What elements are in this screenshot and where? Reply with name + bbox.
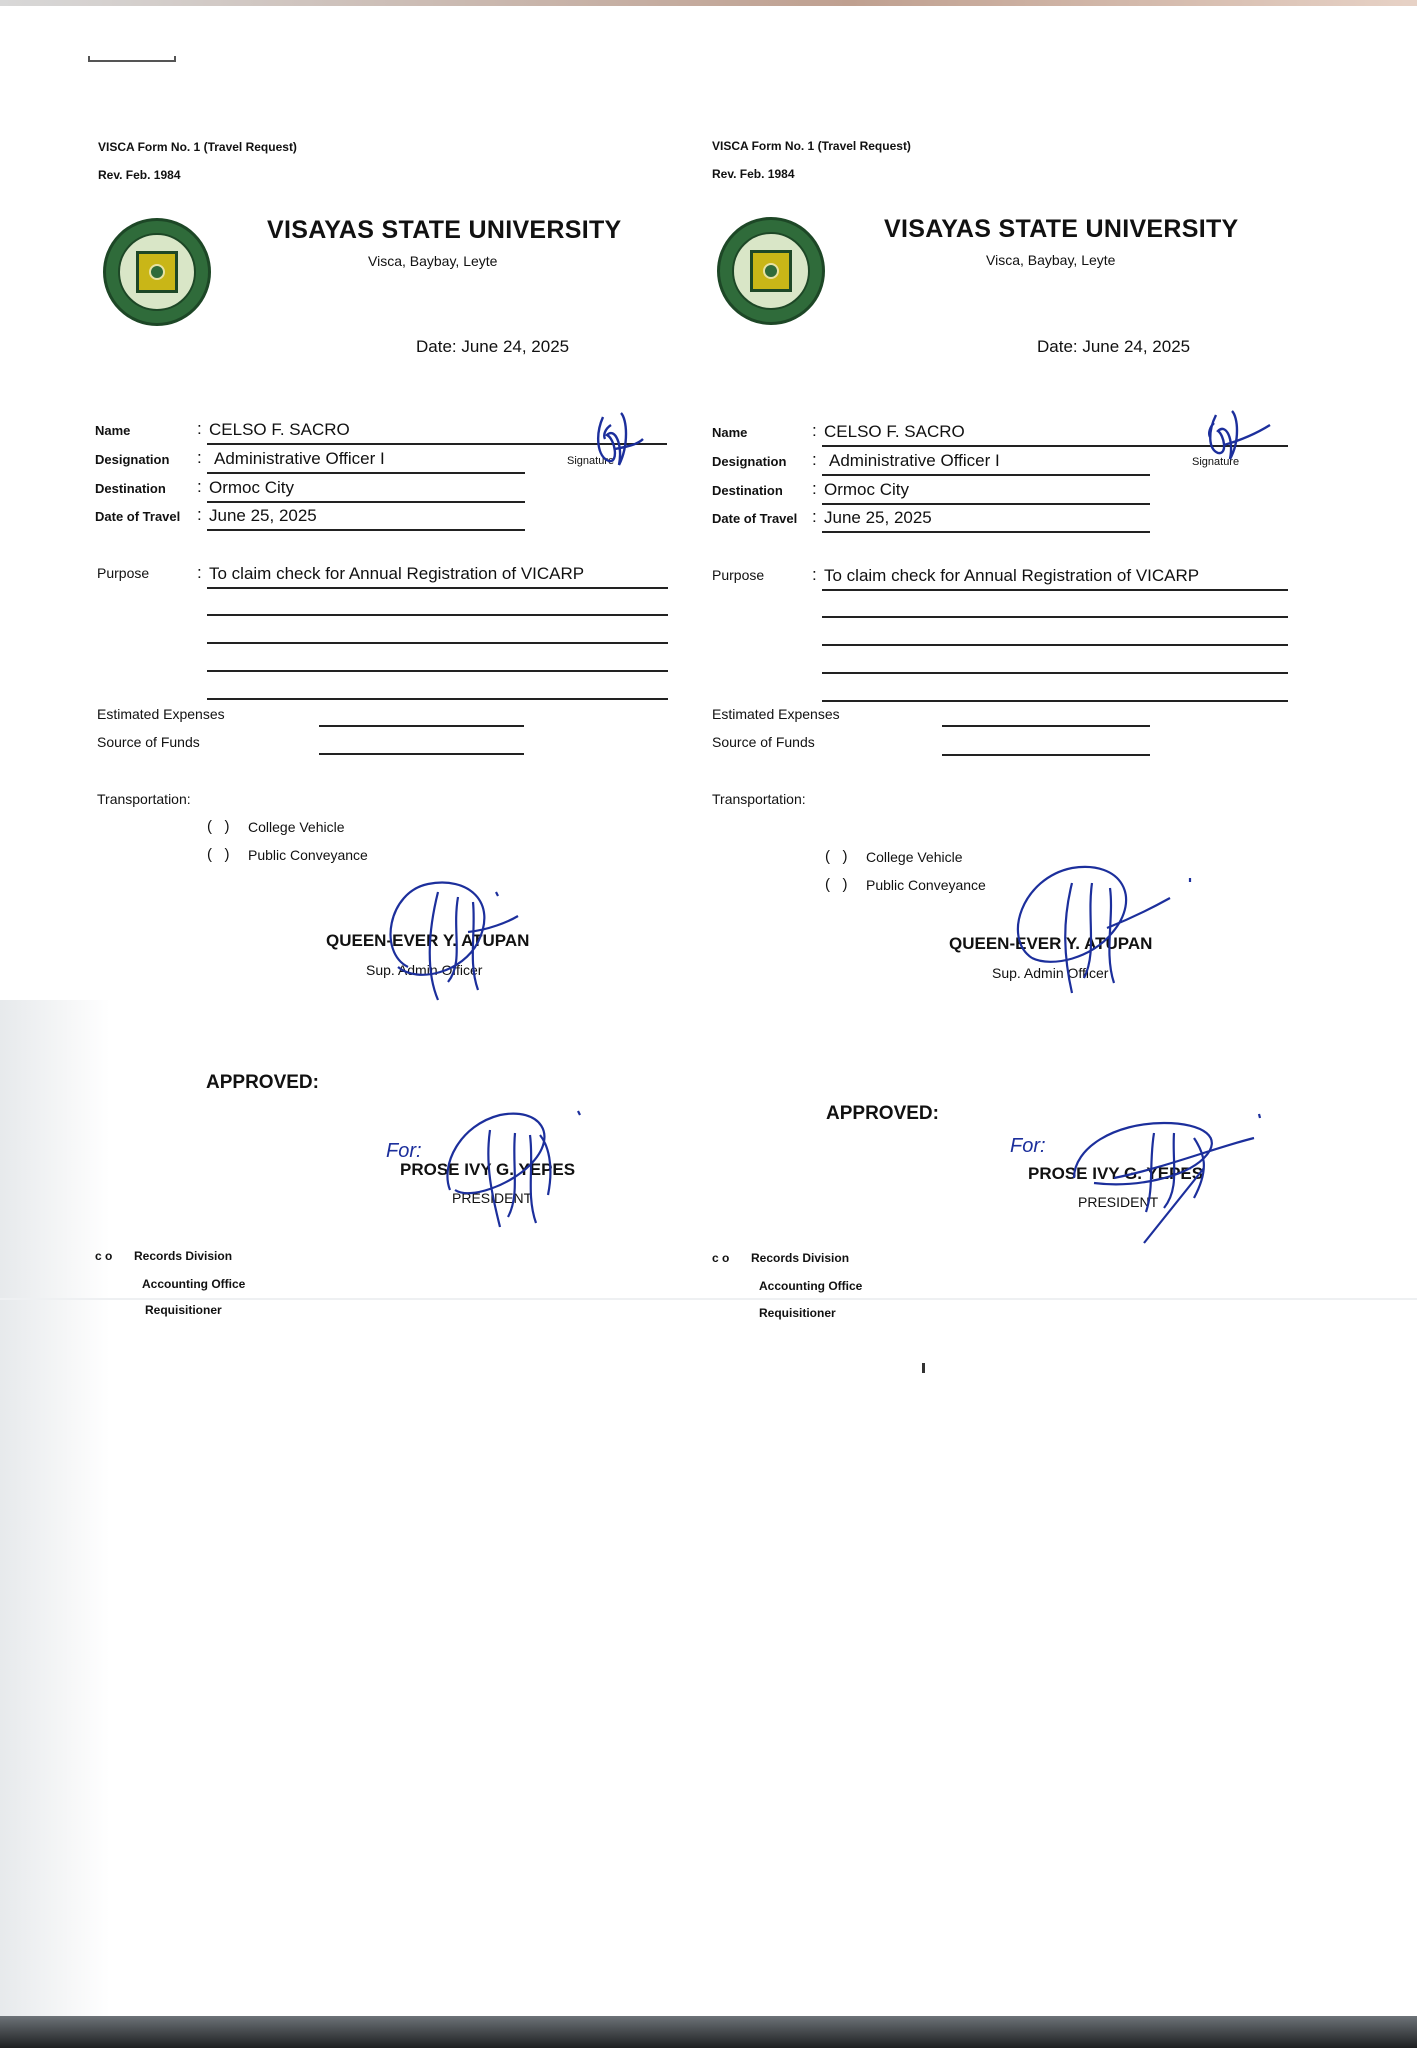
underline-source-of-funds: [319, 753, 524, 755]
value-date-of-travel: June 25, 2025: [824, 508, 932, 527]
signature-caption: Signature: [1192, 456, 1240, 468]
approver-for-prefix: For:: [386, 1140, 422, 1162]
cc-item: Requisitioner: [145, 1303, 222, 1317]
cc-label: c o: [712, 1251, 730, 1265]
label-transportation: Transportation:: [97, 791, 191, 807]
label-source-of-funds: Source of Funds: [712, 734, 815, 750]
underline-designation: [822, 474, 1150, 476]
purpose-line: [822, 589, 1288, 591]
label-date-of-travel: Date of Travel: [712, 511, 798, 526]
option-public-conveyance: Public Conveyance: [248, 847, 368, 863]
label-designation: Designation: [712, 454, 787, 469]
colon: :: [197, 505, 202, 524]
label-estimated-expenses: Estimated Expenses: [712, 706, 840, 722]
cc-item: Records Division: [134, 1249, 233, 1263]
recommender-title: Sup. Admin Officer: [366, 962, 483, 978]
option-public-conveyance: Public Conveyance: [866, 877, 986, 893]
colon: :: [197, 563, 202, 582]
checkbox-public-conveyance: ( ): [825, 876, 848, 893]
cc-item: Requisitioner: [759, 1306, 836, 1320]
approver-for-prefix: For:: [1010, 1135, 1046, 1157]
requester-signature: [1194, 405, 1274, 475]
scan-edge-bottom: [0, 2016, 1417, 2048]
purpose-line: [822, 644, 1288, 646]
cc-label: c o: [95, 1249, 113, 1263]
colon: :: [197, 419, 202, 438]
underline-designation: [207, 472, 525, 474]
label-destination: Destination: [95, 481, 166, 496]
value-name: CELSO F. SACRO: [209, 420, 350, 439]
underline-source-of-funds: [942, 754, 1150, 756]
label-destination: Destination: [712, 483, 783, 498]
value-destination: Ormoc City: [209, 478, 294, 497]
university-seal: [103, 218, 211, 326]
recommender-signature: [992, 858, 1192, 998]
value-purpose: To claim check for Annual Registration of VICARP: [209, 564, 585, 583]
colon: :: [812, 479, 817, 498]
checkbox-public-conveyance: ( ): [207, 846, 230, 863]
checkbox-college-vehicle: ( ): [207, 818, 230, 835]
label-purpose: Purpose: [712, 567, 765, 583]
purpose-line: [207, 698, 668, 700]
label-estimated-expenses: Estimated Expenses: [97, 706, 225, 722]
approver-signature: [1054, 1108, 1284, 1248]
label-name: Name: [712, 425, 748, 440]
approver-name: PROSE IVY G. YEPES: [1028, 1164, 1204, 1183]
colon: :: [812, 565, 817, 584]
purpose-line: [822, 616, 1288, 618]
university-seal: [717, 217, 825, 325]
colon: :: [812, 507, 817, 526]
underline-date-of-travel: [207, 529, 525, 531]
value-destination: Ormoc City: [824, 480, 909, 499]
value-date-of-travel: June 25, 2025: [209, 506, 317, 525]
form-number: VISCA Form No. 1 (Travel Request): [98, 140, 297, 154]
cc-item: Records Division: [751, 1251, 850, 1265]
university-address: Visca, Baybay, Leyte: [368, 253, 498, 269]
label-designation: Designation: [95, 452, 170, 467]
approved-heading: APPROVED:: [826, 1103, 939, 1124]
travel-request-form-left: [0, 0, 700, 1340]
approver-title: PRESIDENT: [452, 1190, 533, 1206]
stray-mark: [922, 1363, 925, 1373]
cc-item: Accounting Office: [759, 1279, 863, 1293]
form-revision: Rev. Feb. 1984: [712, 167, 795, 181]
value-designation: Administrative Officer I: [829, 451, 1000, 470]
purpose-line: [822, 672, 1288, 674]
form-number: VISCA Form No. 1 (Travel Request): [712, 139, 911, 153]
value-name: CELSO F. SACRO: [824, 422, 965, 441]
recommender-title: Sup. Admin Officer: [992, 965, 1109, 981]
request-date: Date: June 24, 2025: [416, 337, 570, 356]
university-name: VISAYAS STATE UNIVERSITY: [267, 216, 622, 244]
signature-caption: Signature: [567, 455, 615, 467]
label-purpose: Purpose: [97, 565, 150, 581]
underline-estimated-expenses: [319, 725, 524, 727]
label-date-of-travel: Date of Travel: [95, 509, 181, 524]
recommender-signature: [368, 872, 528, 1007]
approver-title: PRESIDENT: [1078, 1194, 1159, 1210]
purpose-line: [207, 614, 668, 616]
form-revision: Rev. Feb. 1984: [98, 168, 181, 182]
recommender-name: QUEEN-EVER Y. ATUPAN: [326, 931, 530, 950]
recommender-name: QUEEN-EVER Y. ATUPAN: [949, 934, 1153, 953]
checkbox-college-vehicle: ( ): [825, 848, 848, 865]
purpose-line: [822, 700, 1288, 702]
colon: :: [812, 450, 817, 469]
option-college-vehicle: College Vehicle: [248, 819, 345, 835]
label-transportation: Transportation:: [712, 791, 806, 807]
colon: :: [197, 477, 202, 496]
underline-destination: [207, 501, 525, 503]
label-name: Name: [95, 423, 131, 438]
colon: :: [812, 421, 817, 440]
request-date: Date: June 24, 2025: [1037, 337, 1191, 356]
university-name: VISAYAS STATE UNIVERSITY: [884, 215, 1239, 243]
purpose-line: [207, 587, 668, 589]
travel-request-form-right: [614, 0, 1314, 1340]
university-address: Visca, Baybay, Leyte: [986, 252, 1116, 268]
label-source-of-funds: Source of Funds: [97, 734, 200, 750]
colon: :: [197, 448, 202, 467]
cc-item: Accounting Office: [142, 1277, 246, 1291]
approved-heading: APPROVED:: [206, 1072, 319, 1093]
approver-name: PROSE IVY G. YEPES: [400, 1160, 576, 1179]
underline-estimated-expenses: [942, 725, 1150, 727]
purpose-line: [207, 670, 668, 672]
value-designation: Administrative Officer I: [214, 449, 385, 468]
approver-signature: [430, 1105, 590, 1235]
underline-destination: [822, 503, 1150, 505]
value-purpose: To claim check for Annual Registration of VICARP: [824, 566, 1200, 585]
option-college-vehicle: College Vehicle: [866, 849, 963, 865]
underline-date-of-travel: [822, 531, 1150, 533]
purpose-line: [207, 642, 668, 644]
